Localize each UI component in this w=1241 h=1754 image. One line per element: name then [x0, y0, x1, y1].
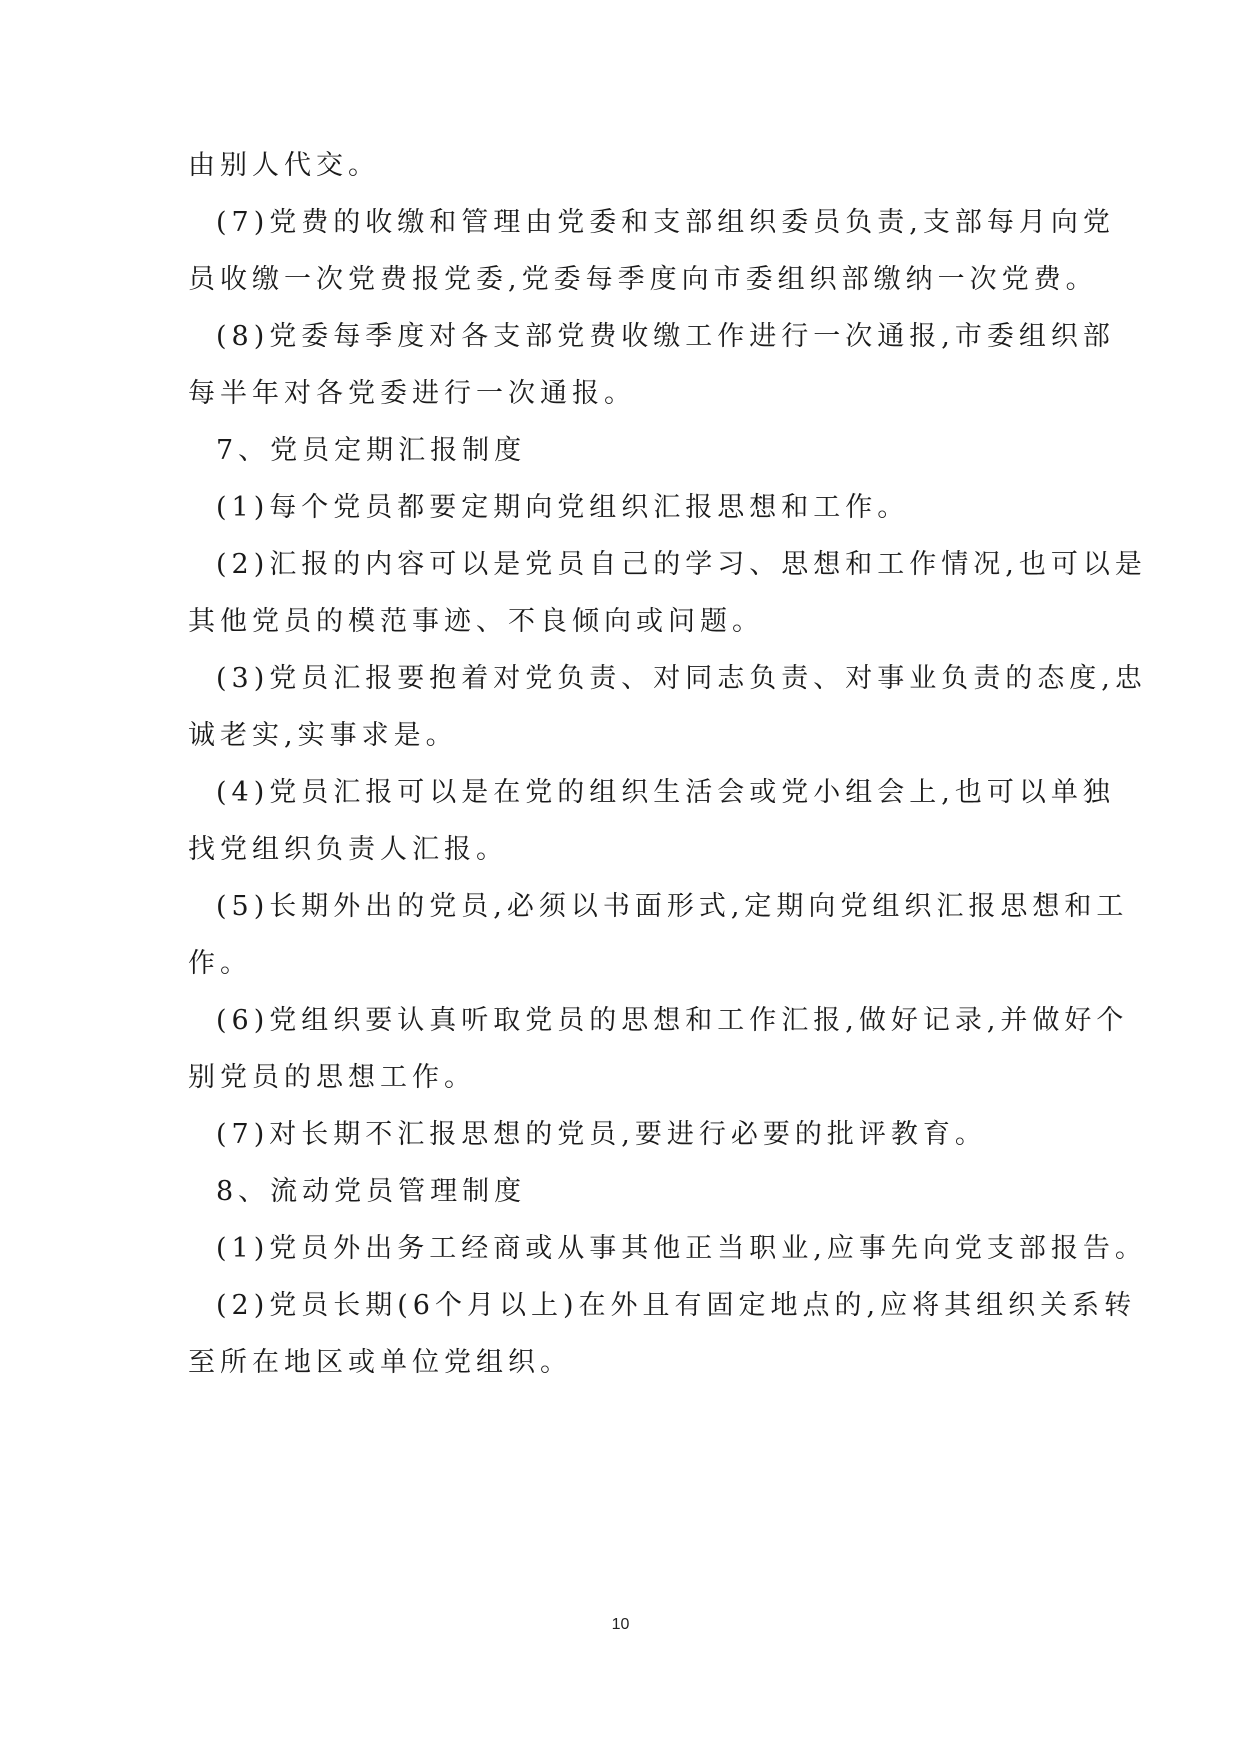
text-line: 由别人代交。 [188, 150, 380, 181]
text-line: 诚老实,实事求是。 [188, 720, 458, 751]
text-line: (7)对长期不汇报思想的党员,要进行必要的批评教育。 [216, 1119, 987, 1150]
text-line: 员收缴一次党费报党委,党委每季度向市委组织部缴纳一次党费。 [188, 264, 1098, 295]
text-line: 作。 [188, 948, 252, 979]
section-heading: 7、党员定期汇报制度 [216, 435, 527, 466]
text-line: (4)党员汇报可以是在党的组织生活会或党小组会上,也可以单独 [216, 777, 1115, 808]
text-line: (1)党员外出务工经商或从事其他正当职业,应事先向党支部报告。 [216, 1233, 1147, 1264]
text-line: 每半年对各党委进行一次通报。 [188, 378, 636, 409]
text-line: 别党员的思想工作。 [188, 1062, 476, 1093]
text-line: (1)每个党员都要定期向党组织汇报思想和工作。 [216, 492, 910, 523]
text-line: (7)党费的收缴和管理由党委和支部组织委员负责,支部每月向党 [216, 207, 1115, 238]
text-line: 找党组织负责人汇报。 [188, 834, 508, 865]
text-line: (3)党员汇报要抱着对党负责、对同志负责、对事业负责的态度,忠 [216, 663, 1147, 694]
text-line: (8)党委每季度对各支部党费收缴工作进行一次通报,市委组织部 [216, 321, 1115, 352]
text-line: 其他党员的模范事迹、不良倾向或问题。 [188, 606, 764, 637]
page-number: 10 [611, 1616, 630, 1633]
text-line: (2)党员长期(6个月以上)在外且有固定地点的,应将其组织关系转 [216, 1290, 1137, 1321]
section-heading: 8、流动党员管理制度 [216, 1176, 527, 1207]
text-line: (5)长期外出的党员,必须以书面形式,定期向党组织汇报思想和工 [216, 891, 1129, 922]
text-line: 至所在地区或单位党组织。 [188, 1347, 572, 1378]
text-line: (2)汇报的内容可以是党员自己的学习、思想和工作情况,也可以是 [216, 549, 1147, 580]
text-line: (6)党组织要认真听取党员的思想和工作汇报,做好记录,并做好个 [216, 1005, 1129, 1036]
